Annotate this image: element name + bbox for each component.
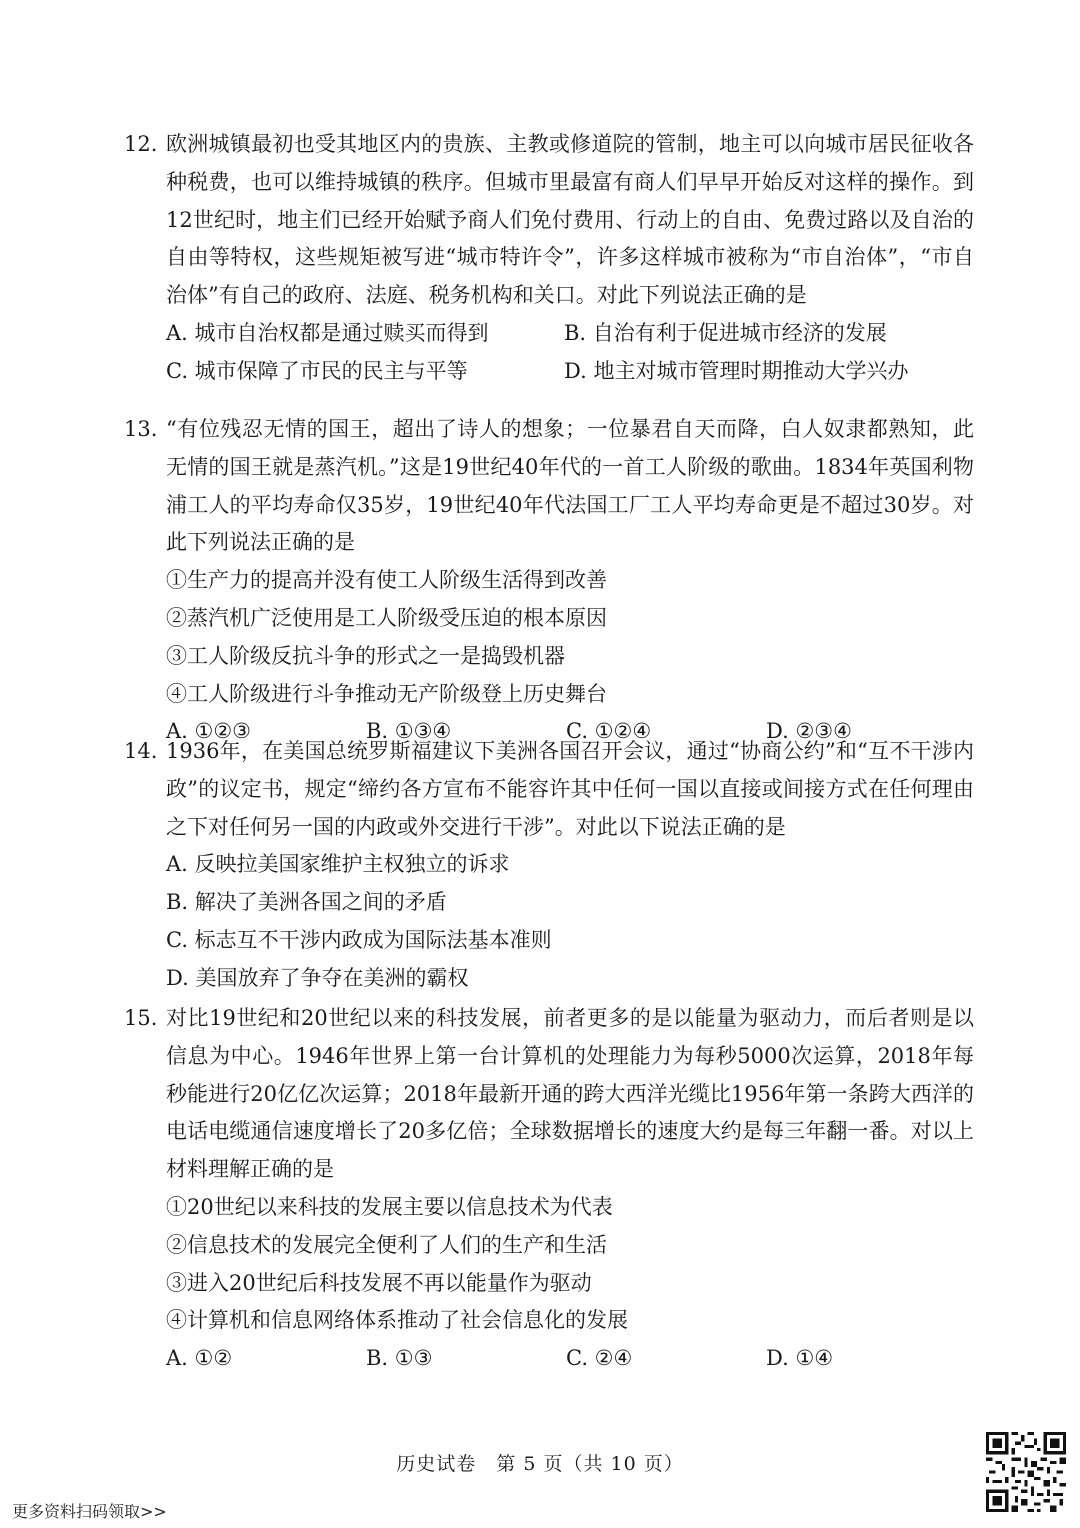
option-a: A. 反映拉美国家维护主权独立的诉求 (166, 852, 510, 877)
option-c: C. 城市保障了市民的民主与平等 (166, 358, 468, 383)
statement-4: ④计算机和信息网络体系推动了社会信息化的发展 (166, 1308, 628, 1333)
question-text: 对比19世纪和20世纪以来的科技发展，前者更多的是以能量为驱动力，而后者则是以信息为中心。1946年世界上第一台计算机的处理能力为每秒5000次运算，2018年每秒能进行20亿亿次运算；2018年最新开通的跨大西洋光缆比1956年第一条跨大西洋的电话电缆通信速度增长了20多亿倍；全球数据增长的速度大约是每三年翻一番。对以上材料理解正确的是 (166, 1006, 974, 1182)
options-row (124, 315, 974, 353)
question-stem (124, 126, 974, 315)
option-c: C. ②④ (566, 1346, 633, 1371)
options-row (124, 1340, 974, 1378)
statement-1: ①生产力的提高并没有使工人阶级生活得到改善 (166, 568, 607, 593)
question-text: “有位残忍无情的国王，超出了诗人的想象；一位暴君自天而降，白人奴隶都熟知，此无情的国王就是蒸汽机。”这是19世纪40年代的一首工人阶级的歌曲。1834年英国利物浦工人的平均寿命仅35岁，19世纪40年代法国工厂工人平均寿命更是不超过30岁。对此下列说法正确的是 (166, 417, 974, 555)
qr-code-icon[interactable] (986, 1432, 1066, 1512)
option-c: C. 标志互不干涉内政成为国际法基本准则 (166, 927, 552, 952)
question-stem (124, 733, 974, 846)
option-d: D. 地主对城市管理时期推动大学兴办 (564, 358, 909, 383)
question-14 (124, 733, 974, 998)
option-c: C. ①②④ (566, 719, 652, 744)
question-number: 12. (124, 132, 158, 156)
statement-3: ③进入20世纪后科技发展不再以能量作为驱动 (166, 1270, 592, 1295)
question-stem (124, 1000, 974, 1189)
statement-2: ②蒸汽机广泛使用是工人阶级受压迫的根本原因 (166, 605, 607, 630)
statement-3: ③工人阶级反抗斗争的形式之一是捣毁机器 (166, 643, 565, 668)
option-d: D. ①④ (766, 1346, 834, 1371)
question-number: 14. (124, 739, 158, 763)
option-a: A. ①② (166, 1346, 233, 1371)
option-d: D. 美国放弃了争夺在美洲的霸权 (166, 965, 469, 990)
option-a: A. ①②③ (166, 719, 251, 744)
question-text: 1936年，在美国总统罗斯福建议下美洲各国召开会议，通过“协商公约”和“互不干涉内政”的议定书，规定“缔约各方宣布不能容许其中任何一国以直接或间接方式在任何理由之下对任何另一国的内政或外交进行干涉”。对此以下说法正确的是 (166, 739, 974, 839)
more-info-link[interactable]: 更多资料扫码领取>> (12, 1502, 167, 1521)
question-12 (124, 126, 974, 391)
option-b: B. 自治有利于促进城市经济的发展 (564, 320, 887, 345)
statement-2: ②信息技术的发展完全便利了人们的生产和生活 (166, 1232, 607, 1257)
question-13 (124, 411, 974, 751)
question-15 (124, 1000, 974, 1378)
question-stem (124, 411, 974, 562)
statement-4: ④工人阶级进行斗争推动无产阶级登上历史舞台 (166, 681, 607, 706)
option-b: B. ①③ (366, 1346, 433, 1371)
question-number: 15. (124, 1006, 158, 1030)
option-b: B. ①③④ (366, 719, 452, 744)
page-footer: 历史试卷 第 5 页（共 10 页） (396, 1453, 684, 1475)
option-d: D. ②③④ (766, 719, 852, 744)
options-row (124, 353, 974, 391)
option-b: B. 解决了美洲各国之间的矛盾 (166, 890, 447, 915)
question-text: 欧洲城镇最初也受其地区内的贵族、主教或修道院的管制，地主可以向城市居民征收各种税费，也可以维持城镇的秩序。但城市里最富有商人们早早开始反对这样的操作。到12世纪时，地主们已经开始赋予商人们免付费用、行动上的自由、免费过路以及自治的自由等特权，这些规矩被写进“城市特许令”，许多这样城市被称为“市自治体”，“市自治体”有自己的政府、法庭、税务机构和关口。对此下列说法正确的是 (166, 132, 974, 308)
option-a: A. 城市自治权都是通过赎买而得到 (166, 320, 489, 345)
statement-1: ①20世纪以来科技的发展主要以信息技术为代表 (166, 1194, 613, 1219)
question-number: 13. (124, 417, 158, 441)
